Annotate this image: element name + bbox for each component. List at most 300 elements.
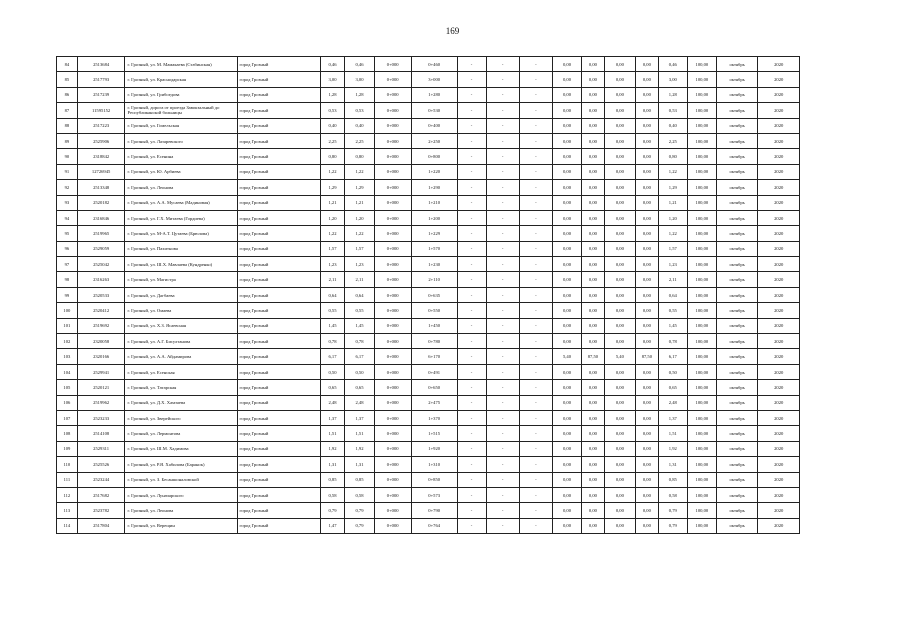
cell-end-km: 1+220: [411, 164, 457, 179]
cell-start-km: 0+000: [374, 241, 411, 256]
cell-dash-c: -: [519, 149, 552, 164]
cell-length-normative: 0,85: [658, 472, 687, 487]
cell-length-total: 0,80: [320, 149, 345, 164]
cell-value-c: 0,00: [604, 487, 635, 502]
cell-month: октябрь: [716, 395, 758, 410]
cell-end-km: 0+850: [411, 472, 457, 487]
cell-dash-c: -: [519, 57, 552, 72]
table-row: [57, 133, 800, 148]
cell-start-km: 0+000: [374, 364, 411, 379]
cell-year: 2020: [758, 180, 800, 195]
cell-start-km: 0+000: [374, 87, 411, 102]
cell-value-c: 0,00: [604, 334, 635, 349]
cell-value-d: 0,00: [635, 395, 658, 410]
cell-row-number: 101: [57, 318, 78, 333]
cell-length-total: 1,23: [320, 257, 345, 272]
cell-row-number: 87: [57, 103, 78, 118]
cell-dash-b: -: [486, 426, 519, 441]
cell-settlement: город Грозный: [237, 457, 320, 472]
cell-dash-a: -: [457, 164, 486, 179]
cell-dash-a: -: [457, 334, 486, 349]
cell-dash-b: -: [486, 210, 519, 225]
cell-year: 2020: [758, 410, 800, 425]
table-row: [57, 287, 800, 302]
cell-length-normative: 0,55: [658, 303, 687, 318]
cell-start-km: 0+000: [374, 180, 411, 195]
cell-month: октябрь: [716, 210, 758, 225]
cell-length-road: 0,53: [345, 103, 374, 118]
cell-start-km: 0+000: [374, 441, 411, 456]
cell-percent: 100,00: [687, 87, 716, 102]
cell-value-a: 0,00: [552, 287, 581, 302]
cell-year: 2020: [758, 210, 800, 225]
cell-dash-a: -: [457, 103, 486, 118]
cell-year: 2020: [758, 287, 800, 302]
cell-road-name: г. Грозный, дорога от проезда Завокзальный до Республиканской больницы: [125, 103, 237, 118]
cell-settlement: город Грозный: [237, 487, 320, 502]
cell-end-km: 1+280: [411, 87, 457, 102]
cell-dash-a: -: [457, 272, 486, 287]
cell-length-total: 1,51: [320, 426, 345, 441]
cell-percent: 100,00: [687, 364, 716, 379]
cell-road-name: г. Грозный, ул. Р.Я. Хабилова (Баранок): [125, 457, 237, 472]
cell-length-normative: 0,64: [658, 287, 687, 302]
cell-road-id: 2318842: [77, 149, 125, 164]
cell-value-c: 0,00: [604, 149, 635, 164]
table-row: [57, 380, 800, 395]
cell-road-name: г. Грозный, ул. Дагбаева: [125, 287, 237, 302]
cell-value-d: 0,00: [635, 133, 658, 148]
cell-length-total: 2,25: [320, 133, 345, 148]
cell-year: 2020: [758, 472, 800, 487]
cell-length-road: 1,51: [345, 426, 374, 441]
cell-row-number: 96: [57, 241, 78, 256]
cell-value-a: 0,00: [552, 272, 581, 287]
cell-settlement: город Грозный: [237, 441, 320, 456]
cell-value-b: 0,00: [582, 410, 605, 425]
table-row: [57, 272, 800, 287]
cell-value-c: 0,00: [604, 195, 635, 210]
cell-length-normative: 3,00: [658, 72, 687, 87]
cell-road-id: 11595152: [77, 103, 125, 118]
cell-row-number: 89: [57, 133, 78, 148]
cell-dash-b: -: [486, 503, 519, 518]
cell-start-km: 0+000: [374, 503, 411, 518]
cell-month: октябрь: [716, 226, 758, 241]
cell-length-total: 1,92: [320, 441, 345, 456]
cell-length-road: 0,80: [345, 149, 374, 164]
cell-length-total: 0,64: [320, 287, 345, 302]
cell-road-id: 2320166: [77, 349, 125, 364]
cell-dash-a: -: [457, 57, 486, 72]
cell-start-km: 0+000: [374, 226, 411, 241]
cell-road-id: 2520182: [77, 195, 125, 210]
cell-dash-b: -: [486, 149, 519, 164]
cell-length-total: 1,22: [320, 164, 345, 179]
cell-percent: 100,00: [687, 164, 716, 179]
cell-dash-a: -: [457, 426, 486, 441]
cell-end-km: 1+290: [411, 180, 457, 195]
cell-percent: 100,00: [687, 472, 716, 487]
cell-value-c: 0,00: [604, 72, 635, 87]
table-row: [57, 472, 800, 487]
cell-settlement: город Грозный: [237, 364, 320, 379]
cell-dash-c: -: [519, 210, 552, 225]
cell-value-d: 0,00: [635, 226, 658, 241]
cell-settlement: город Грозный: [237, 180, 320, 195]
cell-value-a: 0,00: [552, 210, 581, 225]
road-register-table: [56, 56, 800, 534]
cell-value-c: 0,00: [604, 380, 635, 395]
cell-month: октябрь: [716, 287, 758, 302]
cell-length-road: 0,85: [345, 472, 374, 487]
cell-value-a: 0,00: [552, 226, 581, 241]
cell-road-name: г. Грозный, ул. Х.З. Ясаевсная: [125, 318, 237, 333]
cell-month: октябрь: [716, 426, 758, 441]
cell-end-km: 1+229: [411, 226, 457, 241]
cell-length-road: 0,65: [345, 380, 374, 395]
table-row: [57, 57, 800, 72]
cell-value-b: 0,00: [582, 457, 605, 472]
cell-start-km: 0+000: [374, 457, 411, 472]
cell-value-c: 0,00: [604, 226, 635, 241]
cell-value-a: 0,00: [552, 334, 581, 349]
cell-value-c: 0,00: [604, 287, 635, 302]
cell-dash-a: -: [457, 457, 486, 472]
cell-value-d: 0,00: [635, 503, 658, 518]
cell-year: 2020: [758, 395, 800, 410]
cell-row-number: 111: [57, 472, 78, 487]
cell-settlement: город Грозный: [237, 195, 320, 210]
cell-dash-b: -: [486, 272, 519, 287]
cell-value-d: 0,00: [635, 118, 658, 133]
cell-length-total: 6,17: [320, 349, 345, 364]
cell-road-name: г. Грозный, ул. Зверейского: [125, 410, 237, 425]
cell-row-number: 98: [57, 272, 78, 287]
cell-length-normative: 0,78: [658, 334, 687, 349]
cell-year: 2020: [758, 303, 800, 318]
cell-value-c: 0,00: [604, 57, 635, 72]
cell-settlement: город Грозный: [237, 272, 320, 287]
cell-length-normative: 1,23: [658, 257, 687, 272]
cell-length-total: 1,57: [320, 241, 345, 256]
cell-length-road: 0,64: [345, 287, 374, 302]
table-row: [57, 518, 800, 533]
cell-value-b: 0,00: [582, 180, 605, 195]
cell-year: 2020: [758, 503, 800, 518]
cell-dash-a: -: [457, 349, 486, 364]
cell-dash-a: -: [457, 257, 486, 272]
cell-percent: 100,00: [687, 287, 716, 302]
cell-dash-b: -: [486, 118, 519, 133]
cell-dash-c: -: [519, 395, 552, 410]
cell-dash-a: -: [457, 287, 486, 302]
cell-percent: 100,00: [687, 210, 716, 225]
cell-dash-a: -: [457, 503, 486, 518]
cell-length-road: 0,46: [345, 57, 374, 72]
cell-value-b: 0,00: [582, 364, 605, 379]
cell-value-c: 0,00: [604, 210, 635, 225]
cell-value-a: 0,00: [552, 395, 581, 410]
cell-length-road: 3,00: [345, 72, 374, 87]
cell-start-km: 0+000: [374, 287, 411, 302]
cell-year: 2020: [758, 272, 800, 287]
cell-value-a: 0,00: [552, 149, 581, 164]
cell-road-id: 12726945: [77, 164, 125, 179]
cell-road-id: 2523233: [77, 410, 125, 425]
cell-end-km: 1+450: [411, 318, 457, 333]
cell-road-id: 2523782: [77, 503, 125, 518]
cell-value-b: 0,00: [582, 426, 605, 441]
cell-road-id: 2529059: [77, 241, 125, 256]
cell-value-c: 0,00: [604, 272, 635, 287]
cell-road-name: г. Грозный, ул. М. Мамакаева (Стабинская): [125, 57, 237, 72]
cell-value-d: 0,00: [635, 149, 658, 164]
cell-month: октябрь: [716, 303, 758, 318]
cell-length-normative: 1,20: [658, 210, 687, 225]
cell-value-d: 0,00: [635, 518, 658, 533]
cell-value-d: 0,00: [635, 441, 658, 456]
cell-row-number: 105: [57, 380, 78, 395]
cell-value-d: 0,00: [635, 380, 658, 395]
cell-length-normative: 2,25: [658, 133, 687, 148]
cell-length-road: 0,40: [345, 118, 374, 133]
cell-dash-a: -: [457, 395, 486, 410]
cell-settlement: город Грозный: [237, 226, 320, 241]
cell-length-normative: 1,92: [658, 441, 687, 456]
cell-dash-c: -: [519, 87, 552, 102]
cell-row-number: 95: [57, 226, 78, 241]
cell-dash-a: -: [457, 410, 486, 425]
cell-percent: 100,00: [687, 380, 716, 395]
cell-month: октябрь: [716, 180, 758, 195]
cell-month: октябрь: [716, 57, 758, 72]
cell-value-b: 0,00: [582, 257, 605, 272]
cell-percent: 100,00: [687, 272, 716, 287]
cell-length-road: 1,31: [345, 457, 374, 472]
cell-value-b: 0,00: [582, 241, 605, 256]
cell-length-normative: 0,46: [658, 57, 687, 72]
cell-dash-a: -: [457, 472, 486, 487]
cell-length-normative: 0,79: [658, 518, 687, 533]
cell-year: 2020: [758, 133, 800, 148]
cell-value-b: 0,00: [582, 164, 605, 179]
table-row: [57, 303, 800, 318]
cell-dash-c: -: [519, 118, 552, 133]
cell-dash-b: -: [486, 410, 519, 425]
cell-settlement: город Грозный: [237, 426, 320, 441]
cell-settlement: город Грозный: [237, 334, 320, 349]
cell-value-d: 0,00: [635, 472, 658, 487]
cell-start-km: 0+000: [374, 118, 411, 133]
cell-percent: 100,00: [687, 118, 716, 133]
cell-row-number: 85: [57, 72, 78, 87]
cell-settlement: город Грозный: [237, 72, 320, 87]
cell-length-total: 0,79: [320, 503, 345, 518]
cell-year: 2020: [758, 257, 800, 272]
cell-length-road: 0,78: [345, 334, 374, 349]
cell-value-b: 0,00: [582, 287, 605, 302]
cell-length-road: 1,20: [345, 210, 374, 225]
cell-dash-a: -: [457, 87, 486, 102]
cell-dash-b: -: [486, 287, 519, 302]
cell-length-road: 1,45: [345, 318, 374, 333]
cell-year: 2020: [758, 72, 800, 87]
table-row: [57, 241, 800, 256]
cell-value-b: 0,00: [582, 195, 605, 210]
cell-length-total: 1,29: [320, 180, 345, 195]
table-row: [57, 318, 800, 333]
cell-road-name: г. Грозный, ул. А.А. Айдамирова: [125, 349, 237, 364]
cell-percent: 100,00: [687, 241, 716, 256]
cell-value-b: 0,00: [582, 303, 605, 318]
cell-year: 2020: [758, 349, 800, 364]
cell-value-b: 87,50: [582, 349, 605, 364]
cell-dash-a: -: [457, 318, 486, 333]
cell-month: октябрь: [716, 487, 758, 502]
cell-road-name: г. Грозный, ул. Пахитнова: [125, 241, 237, 256]
cell-start-km: 0+000: [374, 349, 411, 364]
cell-length-normative: 0,79: [658, 503, 687, 518]
cell-month: октябрь: [716, 133, 758, 148]
cell-length-total: 1,37: [320, 410, 345, 425]
cell-end-km: 0+460: [411, 57, 457, 72]
cell-percent: 100,00: [687, 426, 716, 441]
cell-dash-b: -: [486, 318, 519, 333]
cell-dash-b: -: [486, 87, 519, 102]
cell-settlement: город Грозный: [237, 410, 320, 425]
cell-dash-c: -: [519, 241, 552, 256]
cell-percent: 100,00: [687, 503, 716, 518]
cell-percent: 100,00: [687, 318, 716, 333]
cell-dash-a: -: [457, 303, 486, 318]
cell-year: 2020: [758, 149, 800, 164]
cell-settlement: город Грозный: [237, 164, 320, 179]
cell-length-road: 0,58: [345, 487, 374, 502]
cell-dash-b: -: [486, 472, 519, 487]
cell-value-b: 0,00: [582, 441, 605, 456]
cell-road-id: 2517682: [77, 487, 125, 502]
cell-month: октябрь: [716, 195, 758, 210]
cell-dash-c: -: [519, 457, 552, 472]
cell-value-a: 0,00: [552, 72, 581, 87]
cell-length-normative: 0,65: [658, 380, 687, 395]
cell-dash-b: -: [486, 457, 519, 472]
cell-road-name: г. Грозный, ул. Луначарского: [125, 487, 237, 502]
cell-row-number: 107: [57, 410, 78, 425]
cell-road-id: 2513684: [77, 57, 125, 72]
cell-dash-c: -: [519, 287, 552, 302]
cell-value-d: 0,00: [635, 241, 658, 256]
cell-dash-c: -: [519, 257, 552, 272]
cell-value-b: 0,00: [582, 210, 605, 225]
cell-row-number: 91: [57, 164, 78, 179]
cell-dash-a: -: [457, 195, 486, 210]
table-row: [57, 349, 800, 364]
cell-start-km: 0+000: [374, 133, 411, 148]
cell-road-name: г. Грозный, ул. Татарская: [125, 380, 237, 395]
cell-month: октябрь: [716, 318, 758, 333]
cell-month: октябрь: [716, 272, 758, 287]
cell-dash-c: -: [519, 303, 552, 318]
cell-value-c: 0,00: [604, 133, 635, 148]
cell-road-name: г. Грозный, ул. Леонова: [125, 180, 237, 195]
cell-dash-a: -: [457, 380, 486, 395]
cell-year: 2020: [758, 457, 800, 472]
cell-value-d: 0,00: [635, 303, 658, 318]
cell-value-b: 0,00: [582, 87, 605, 102]
cell-percent: 100,00: [687, 72, 716, 87]
cell-year: 2020: [758, 380, 800, 395]
cell-row-number: 88: [57, 118, 78, 133]
table-row: [57, 164, 800, 179]
cell-dash-a: -: [457, 487, 486, 502]
cell-percent: 100,00: [687, 149, 716, 164]
cell-value-c: 0,00: [604, 518, 635, 533]
cell-road-id: 2517223: [77, 118, 125, 133]
cell-dash-b: -: [486, 164, 519, 179]
cell-percent: 100,00: [687, 349, 716, 364]
cell-value-b: 0,00: [582, 395, 605, 410]
cell-settlement: город Грозный: [237, 133, 320, 148]
cell-dash-c: -: [519, 272, 552, 287]
cell-value-c: 0,00: [604, 103, 635, 118]
cell-dash-a: -: [457, 518, 486, 533]
cell-value-b: 0,00: [582, 380, 605, 395]
cell-year: 2020: [758, 487, 800, 502]
cell-value-a: 0,00: [552, 410, 581, 425]
cell-value-d: 0,00: [635, 195, 658, 210]
cell-value-a: 0,00: [552, 57, 581, 72]
cell-row-number: 92: [57, 180, 78, 195]
cell-dash-b: -: [486, 441, 519, 456]
cell-end-km: 1+210: [411, 195, 457, 210]
cell-start-km: 0+000: [374, 195, 411, 210]
cell-value-a: 0,00: [552, 87, 581, 102]
cell-dash-a: -: [457, 72, 486, 87]
cell-length-total: 1,45: [320, 318, 345, 333]
cell-value-c: 0,00: [604, 164, 635, 179]
cell-percent: 100,00: [687, 334, 716, 349]
cell-value-a: 0,00: [552, 133, 581, 148]
cell-dash-a: -: [457, 133, 486, 148]
cell-value-a: 0,00: [552, 518, 581, 533]
cell-start-km: 0+000: [374, 210, 411, 225]
cell-road-name: г. Грозный, ул. Ш.М. Хадимова: [125, 441, 237, 456]
cell-percent: 100,00: [687, 410, 716, 425]
cell-row-number: 109: [57, 441, 78, 456]
cell-percent: 100,00: [687, 195, 716, 210]
cell-start-km: 0+000: [374, 303, 411, 318]
cell-year: 2020: [758, 103, 800, 118]
cell-value-d: 0,00: [635, 426, 658, 441]
cell-dash-b: -: [486, 103, 519, 118]
cell-settlement: город Грозный: [237, 241, 320, 256]
cell-road-id: 2519692: [77, 318, 125, 333]
cell-settlement: город Грозный: [237, 318, 320, 333]
cell-length-total: 1,31: [320, 457, 345, 472]
cell-length-road: 1,22: [345, 226, 374, 241]
cell-end-km: 0+650: [411, 380, 457, 395]
cell-value-a: 0,00: [552, 318, 581, 333]
cell-dash-c: -: [519, 72, 552, 87]
cell-end-km: 2+250: [411, 133, 457, 148]
cell-dash-c: -: [519, 133, 552, 148]
table-row: [57, 487, 800, 502]
cell-row-number: 112: [57, 487, 78, 502]
cell-value-a: 0,00: [552, 472, 581, 487]
cell-month: октябрь: [716, 103, 758, 118]
